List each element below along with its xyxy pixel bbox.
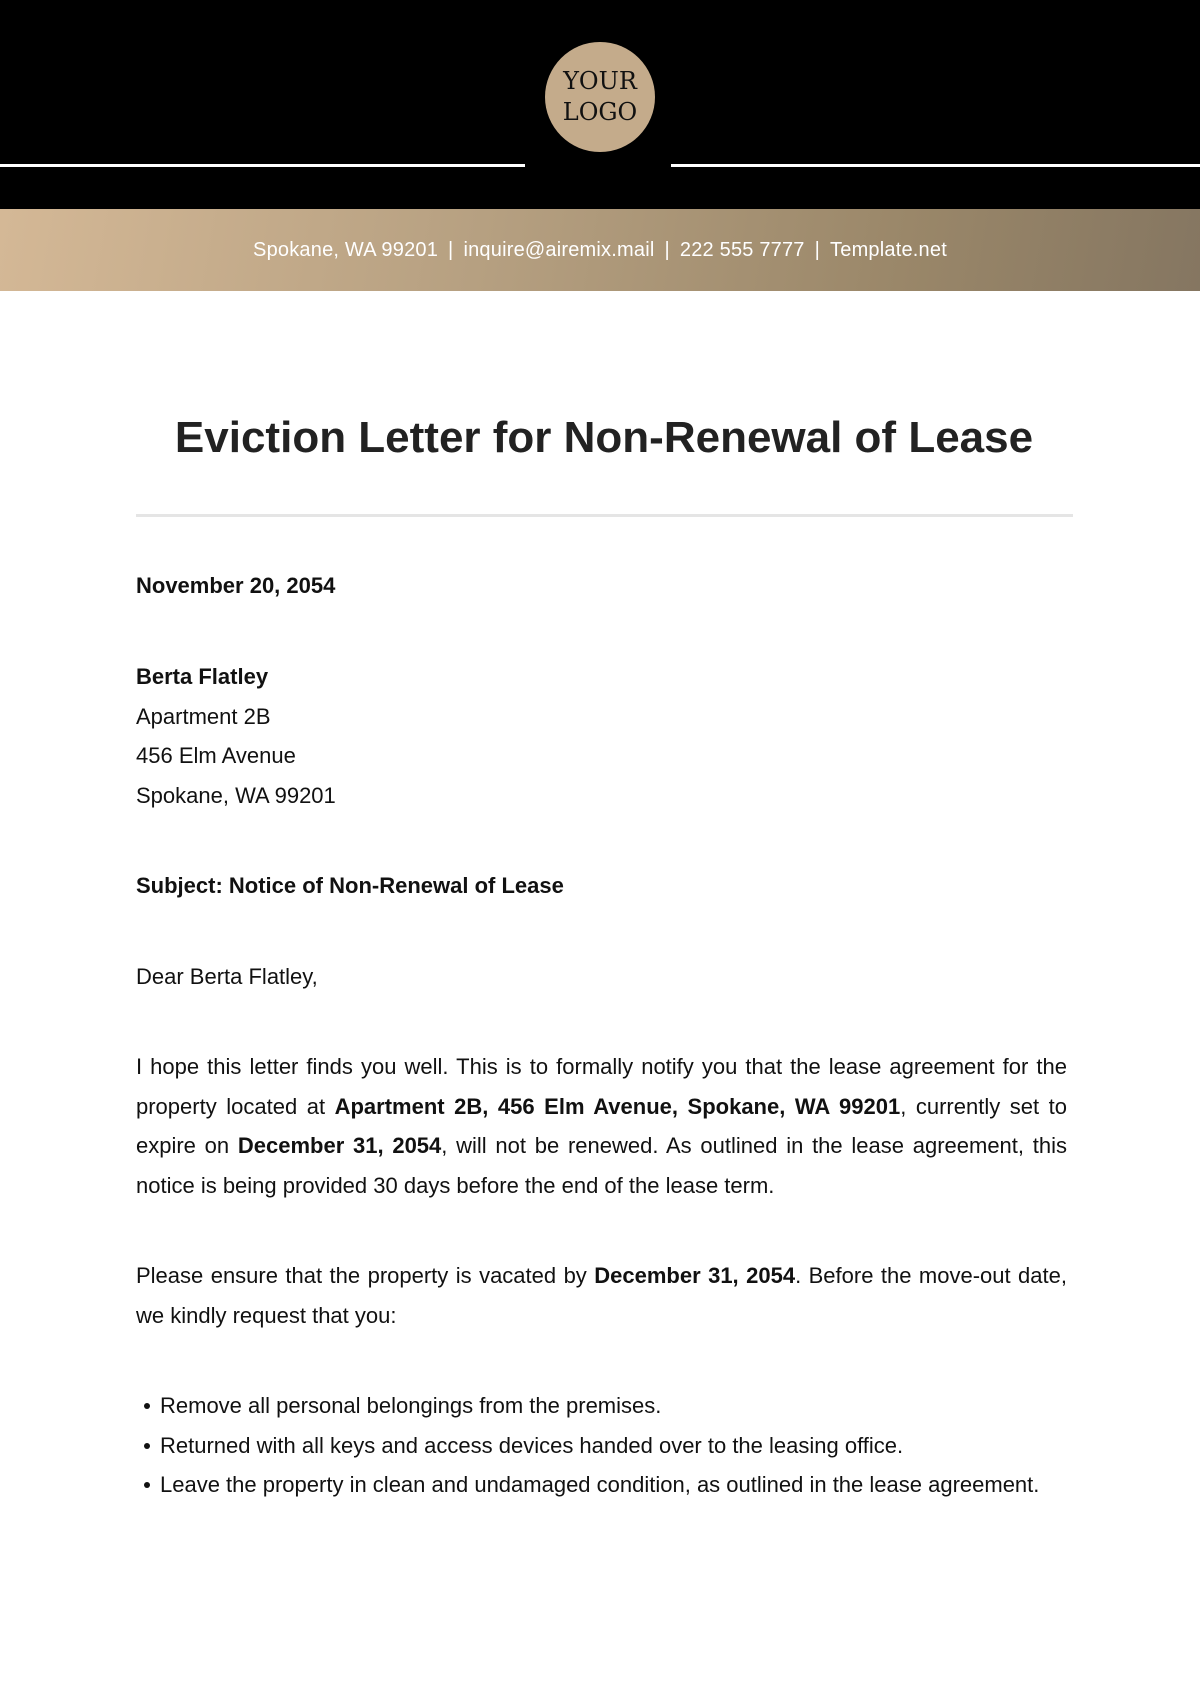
paragraph-notice (136, 1047, 1067, 1205)
logo-text-line1: YOUR (563, 67, 637, 95)
contact-address: Spokane, WA 99201 (253, 238, 439, 261)
contact-phone: 222 555 7777 (679, 238, 805, 261)
list-item: Returned with all keys and access devices handed over to the leasing office. (160, 1426, 1068, 1466)
recipient-name: Berta Flatley (136, 664, 269, 689)
recipient-block (136, 657, 1067, 815)
recipient-address-line1: Apartment 2B (136, 703, 271, 729)
contact-email: inquire@airemix.mail (463, 238, 655, 261)
contact-band (0, 209, 1200, 291)
header-divider-left (0, 164, 525, 167)
contact-website: Template.net (830, 238, 947, 261)
property-address: Apartment 2B, 456 Elm Avenue, Spokane, WA 99201 (334, 1093, 901, 1119)
vacate-date: December 31, 2054 (594, 1263, 796, 1288)
recipient-address-line2: 456 Elm Avenue (136, 743, 296, 768)
letter-title: Eviction Letter for Non-Renewal of Lease (174, 413, 1034, 462)
logo-text-line2: LOGO (562, 98, 638, 126)
paragraph-vacate-part1: Please ensure that the property is vacated by (136, 1263, 595, 1288)
move-out-requests (136, 1386, 1068, 1505)
contact-separator: | (448, 238, 454, 261)
list-item: Leave the property in clean and undamaged condition, as outlined in the lease agreement. (160, 1465, 1068, 1505)
paragraph-notice-part2: , currently set to expire on (136, 1093, 1067, 1158)
header-divider-right (671, 164, 1200, 167)
contact-separator: | (664, 238, 670, 261)
letter-salutation: Dear Berta Flatley, (136, 964, 318, 989)
paragraph-notice-part3: , will not be renewed. As outlined in the lease agreement, this notice is being provided 30 days before the end of the lease term. (136, 1133, 1067, 1198)
paragraph-vacate (136, 1256, 1067, 1335)
letter-subject: Subject: Notice of Non-Renewal of Lease (136, 873, 564, 898)
recipient-address-line3: Spokane, WA 99201 (136, 782, 336, 808)
contact-separator: | (814, 238, 821, 261)
paragraph-notice-part1: I hope this letter finds you well. This is to formally notify you that the lease agreement for the property located at (136, 1054, 1067, 1119)
company-logo (545, 42, 655, 152)
lease-expiry-date: December 31, 2054 (237, 1133, 442, 1158)
paragraph-vacate-part2: . Before the move-out date, we kindly request that you: (136, 1263, 1067, 1328)
list-item: Remove all personal belongings from the premises. (160, 1386, 1068, 1426)
letter-date: November 20, 2054 (136, 573, 336, 598)
title-divider (136, 514, 1073, 517)
